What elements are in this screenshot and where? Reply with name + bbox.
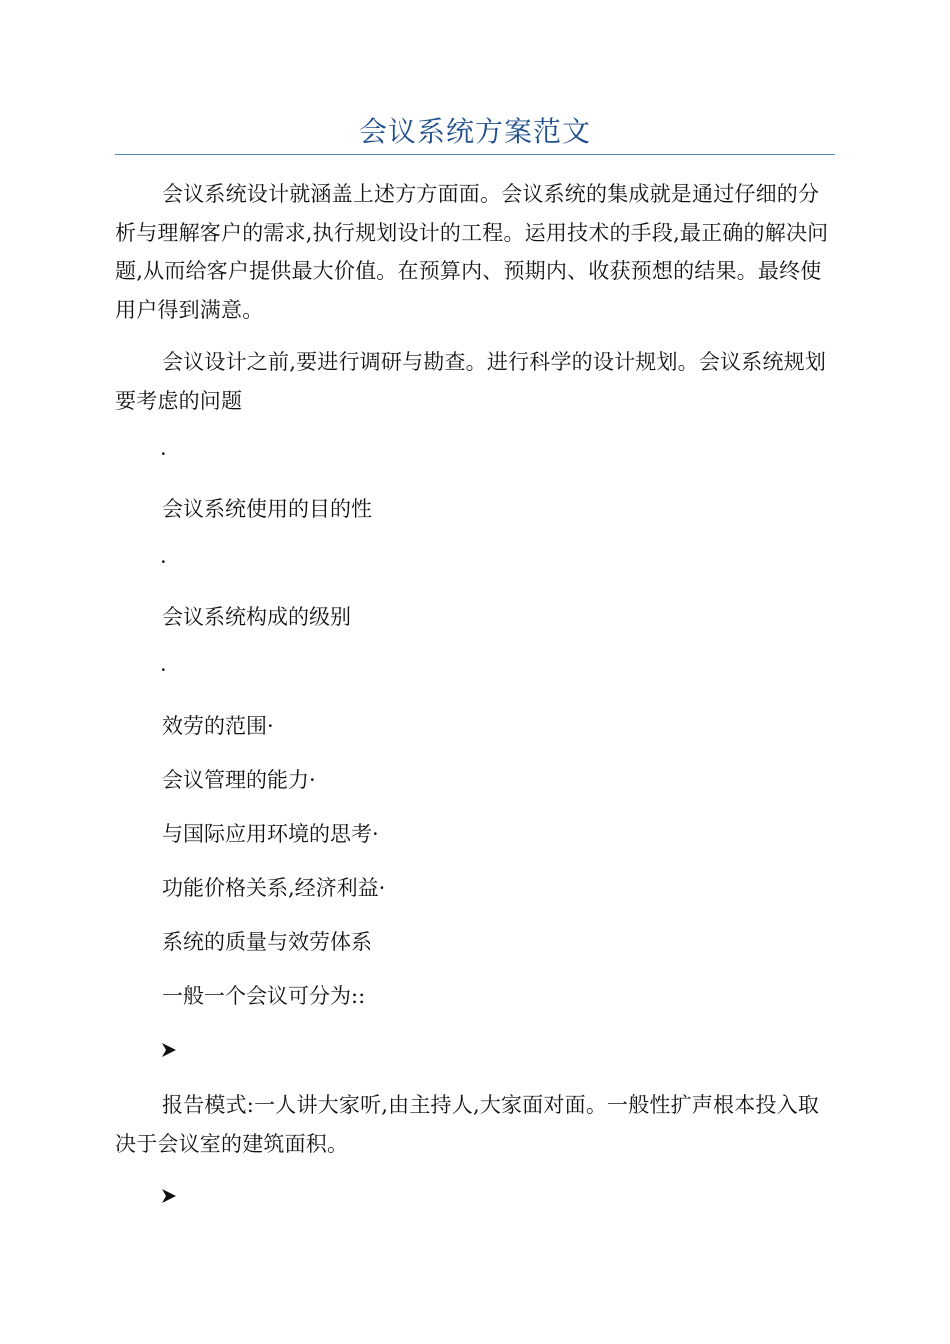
paragraph-intro: 会议系统设计就涵盖上述方方面面。会议系统的集成就是通过仔细的分析与理解客户的需求,执行规划设计的工程。运用技术的手段,最正确的解决问题,从而给客户提供最大价值。在预算内、预期内、收获预想的结果。最终使用户得到满意。 <box>115 182 829 322</box>
list-item-management: 会议管理的能力· <box>162 768 316 792</box>
arrow-bullet-icon <box>160 1041 178 1059</box>
list-item-quality: 系统的质量与效劳体系 <box>162 930 372 954</box>
list-item-price: 功能价格关系,经济利益· <box>162 876 386 900</box>
list-item-environment: 与国际应用环境的思考· <box>162 822 379 846</box>
bullet-dot-2: · <box>160 550 167 574</box>
title-underline <box>115 154 835 155</box>
list-item-level: 会议系统构成的级别 <box>162 605 351 629</box>
paragraph-report-mode: 报告模式:一人讲大家听,由主持人,大家面对面。一般性扩声根本投入取决于会议室的建筑面积。 <box>115 1093 820 1156</box>
document-title: 会议系统方案范文 <box>358 115 591 148</box>
bullet-dot-1: · <box>160 442 167 466</box>
list-item-meeting-types: 一般一个会议可分为:: <box>162 984 366 1008</box>
paragraph-planning: 会议设计之前,要进行调研与勘查。进行科学的设计规划。会议系统规划要考虑的问题 <box>115 350 827 413</box>
arrow-bullet-icon <box>160 1187 178 1205</box>
list-item-scope: 效劳的范围· <box>162 714 274 738</box>
list-item-purpose: 会议系统使用的目的性 <box>162 497 372 521</box>
bullet-dot-3: · <box>160 658 167 682</box>
